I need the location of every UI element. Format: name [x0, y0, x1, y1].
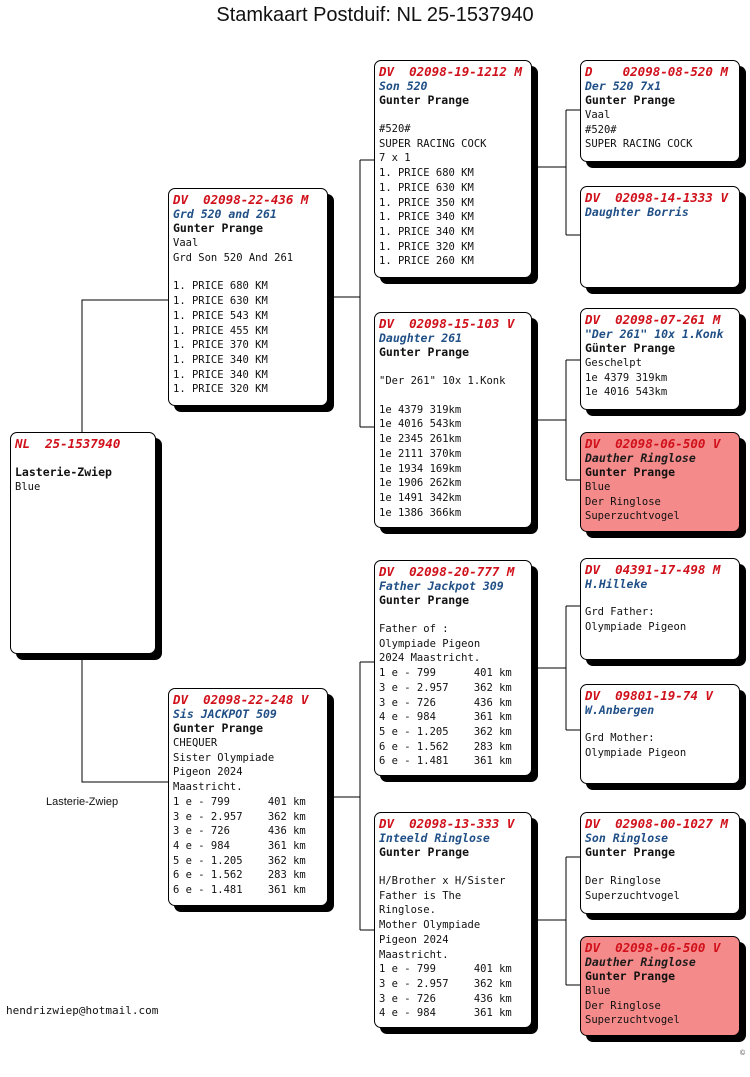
info-line: Father is The	[379, 889, 462, 902]
ring-number: DV 02908-00-1027 M	[585, 816, 728, 831]
info-line: 1. PRICE 260 KM	[379, 255, 474, 268]
info-line: Vaal	[173, 237, 199, 249]
info-line: Olympiade Pigeon	[585, 620, 687, 633]
breeder-name: Günter Prange	[585, 341, 676, 355]
info-line: 1e 1386 366km	[379, 506, 462, 519]
info-line: 1e 1934 169km	[379, 462, 462, 475]
info-line: 1e 1906 262km	[379, 477, 462, 490]
spacer	[379, 108, 527, 122]
info-line: 1. PRICE 340 KM	[379, 225, 474, 238]
info-line: 4 e - 984 361 km	[379, 1007, 512, 1020]
info-line: Superzuchtvogel	[585, 889, 680, 902]
breeder-name: Gunter Prange	[173, 221, 264, 235]
pigeon-card-ddd[interactable]	[580, 936, 740, 1036]
pigeon-name: Daughter Borris	[585, 205, 689, 219]
pigeon-card-dam-dam[interactable]	[374, 812, 532, 1028]
info-line: 7 x 1	[379, 152, 411, 165]
info-line: 5 e - 1.205 362 km	[379, 725, 512, 738]
info-line: 6 e - 1.481 361 km	[379, 755, 512, 768]
ring-number: DV 02098-22-436 M	[173, 192, 309, 207]
breeder-name: Gunter Prange	[379, 845, 470, 859]
breeder-name: Lasterie-Zwiep	[15, 465, 112, 479]
pigeon-card-dam[interactable]	[168, 688, 328, 906]
info-line: Pigeon 2024	[379, 933, 449, 946]
pigeon-name: Inteeld Ringlose	[379, 831, 490, 845]
spacer	[585, 860, 735, 874]
spacer	[379, 860, 527, 874]
pigeon-name: "Der 261" 10x 1.Konk	[585, 327, 724, 341]
ring-number: DV 02098-06-500 V	[585, 940, 721, 955]
info-line: Grd Son 520 And 261	[173, 251, 294, 264]
info-line: 3 e - 726 436 km	[379, 696, 512, 709]
pigeon-name: Grd 520 and 261	[173, 207, 277, 221]
pigeon-name: Dauther Ringlose	[585, 955, 696, 969]
pigeon-name: Der 520 7x1	[585, 79, 662, 93]
info-line: 1. PRICE 543 KM	[173, 309, 268, 322]
pigeon-card-sss[interactable]	[580, 60, 740, 162]
info-line: Vaal	[585, 109, 611, 121]
info-line: 5 e - 1.205 362 km	[173, 854, 306, 867]
ring-number: DV 02098-13-333 V	[379, 816, 515, 831]
info-line: Der Ringlose	[585, 999, 661, 1012]
info-line: SUPER RACING COCK	[585, 138, 693, 151]
pigeon-name: Father Jackpot 309	[379, 579, 504, 593]
info-line: 1e 2345 261km	[379, 433, 462, 446]
info-line: Superzuchtvogel	[585, 1014, 680, 1027]
email-link[interactable]: hendrizwiep@hotmail.com	[6, 1004, 159, 1017]
info-line: H/Brother x H/Sister	[379, 875, 506, 887]
owner-label: Lasterie-Zwiep	[46, 796, 119, 808]
info-line: 3 e - 2.957 362 km	[173, 810, 306, 823]
info-line: "Der 261" 10x 1.Konk	[379, 375, 506, 387]
info-line: Superzuchtvogel	[585, 510, 680, 523]
corner-mark: ©	[740, 1050, 746, 1057]
info-line: Olympiade Pigeon	[585, 746, 687, 759]
spacer	[585, 591, 735, 605]
info-line: 1 e - 799 401 km	[379, 963, 512, 976]
breeder-name: Gunter Prange	[379, 345, 470, 359]
info-line: 6 e - 1.562 283 km	[173, 869, 306, 882]
info-line: 1. PRICE 455 KM	[173, 324, 268, 337]
page-title: Stamkaart Postduif: NL 25-1537940	[216, 4, 534, 26]
ring-number: DV 04391-17-498 M	[585, 562, 721, 577]
info-line: Der Ringlose	[585, 495, 661, 508]
info-line: 1e 2111 370km	[379, 447, 462, 460]
pigeon-card-dds[interactable]	[580, 812, 740, 914]
info-line: 1e 1491 342km	[379, 491, 462, 504]
info-line: Pigeon 2024	[173, 766, 243, 779]
info-line: #520#	[379, 123, 411, 135]
info-line: Maastricht.	[173, 781, 243, 794]
ring-number: DV 09801-19-74 V	[585, 688, 713, 703]
info-line: 1. PRICE 680 KM	[173, 280, 268, 293]
spacer	[379, 389, 527, 403]
info-line: Ringlose.	[379, 904, 436, 917]
ring-number: DV 02098-15-103 V	[379, 316, 515, 331]
info-line: 1 e - 799 401 km	[379, 667, 512, 680]
info-line: #520#	[585, 123, 617, 136]
ring-number: DV 02098-06-500 V	[585, 436, 721, 451]
breeder-name: Gunter Prange	[379, 93, 470, 107]
pigeon-name: H.Hilleke	[585, 577, 648, 591]
pigeon-card-sdd[interactable]	[580, 432, 740, 532]
breeder-name: Gunter Prange	[379, 593, 470, 607]
info-line: 1. PRICE 340 KM	[173, 353, 268, 366]
info-line: 1. PRICE 630 KM	[173, 295, 268, 308]
info-line: 1. PRICE 680 KM	[379, 167, 474, 180]
pigeon-card-sire-sire[interactable]	[374, 60, 532, 278]
info-line: 1. PRICE 320 KM	[173, 383, 268, 396]
ring-number: DV 02098-14-1333 V	[585, 190, 728, 205]
info-line: 1. PRICE 630 KM	[379, 181, 474, 194]
info-line: 3 e - 726 436 km	[173, 825, 306, 838]
info-line: Blue	[585, 481, 611, 493]
info-line: 1. PRICE 350 KM	[379, 196, 474, 209]
pigeon-card-ssd[interactable]	[580, 186, 740, 288]
info-line: 6 e - 1.481 361 km	[173, 884, 306, 897]
info-line: 1e 4379 319km	[585, 371, 668, 384]
pigeon-name: Dauther Ringlose	[585, 451, 696, 465]
info-line: Blue	[15, 481, 41, 493]
breeder-name: Gunter Prange	[585, 465, 676, 479]
info-line: Olympiade Pigeon	[379, 637, 481, 650]
pigeon-card-dss[interactable]	[580, 558, 740, 660]
info-line: 1. PRICE 340 KM	[173, 368, 268, 381]
info-line: 1e 4379 319km	[379, 403, 462, 416]
info-line: Grd Father:	[585, 606, 655, 618]
spacer	[173, 265, 323, 279]
pigeon-card-dam-sire[interactable]	[374, 560, 532, 776]
info-line: Father of :	[379, 623, 449, 635]
pigeon-card-sire-dam[interactable]	[374, 312, 532, 528]
info-line: Geschelpt	[585, 357, 642, 369]
pigeon-name: Son Ringlose	[585, 831, 669, 845]
info-line: 3 e - 2.957 362 km	[379, 681, 512, 694]
info-line: Mother Olympiade	[379, 919, 481, 932]
pigeon-name: Son 520	[379, 79, 428, 93]
spacer	[379, 608, 527, 622]
info-line: Der Ringlose	[585, 875, 661, 887]
pigeon-card-main[interactable]	[10, 432, 156, 654]
breeder-name: Gunter Prange	[585, 845, 676, 859]
info-line: 1. PRICE 320 KM	[379, 240, 474, 253]
breeder-name: Gunter Prange	[585, 93, 676, 107]
info-line: 1. PRICE 370 KM	[173, 339, 268, 352]
spacer	[585, 717, 735, 731]
pigeon-card-dsd[interactable]	[580, 684, 740, 784]
ring-number: NL 25-1537940	[15, 436, 121, 451]
breeder-name: Gunter Prange	[585, 969, 676, 983]
info-line: 6 e - 1.562 283 km	[379, 740, 512, 753]
info-line: Sister Olympiade	[173, 751, 275, 764]
info-line: 1 e - 799 401 km	[173, 795, 306, 808]
info-line: 1. PRICE 340 KM	[379, 211, 474, 224]
info-line: 1e 4016 543km	[379, 418, 462, 431]
info-line: 4 e - 984 361 km	[173, 839, 306, 852]
info-line: Blue	[585, 985, 611, 997]
ring-number: DV 02098-07-261 M	[585, 312, 721, 327]
ring-number: DV 02098-20-777 M	[379, 564, 515, 579]
spacer	[379, 360, 527, 374]
pigeon-name: W.Anbergen	[585, 703, 655, 717]
ring-number: DV 02098-22-248 V	[173, 692, 309, 707]
ring-number: DV 02098-19-1212 M	[379, 64, 522, 79]
ring-number: D 02098-08-520 M	[585, 64, 728, 79]
info-line: 3 e - 726 436 km	[379, 992, 512, 1005]
info-line: Grd Mother:	[585, 732, 655, 744]
info-line: 2024 Maastricht.	[379, 652, 481, 665]
pigeon-card-sire[interactable]	[168, 188, 328, 406]
info-line: CHEQUER	[173, 737, 218, 749]
breeder-name: Gunter Prange	[173, 721, 264, 735]
info-line: 4 e - 984 361 km	[379, 711, 512, 724]
pigeon-card-sds[interactable]	[580, 308, 740, 410]
pigeon-name: Daughter 261	[379, 331, 463, 345]
info-line: SUPER RACING COCK	[379, 137, 487, 150]
pigeon-name: Sis JACKPOT 509	[173, 707, 277, 721]
info-line: 3 e - 2.957 362 km	[379, 977, 512, 990]
info-line: Maastricht.	[379, 948, 449, 961]
info-line: 1e 4016 543km	[585, 386, 668, 399]
